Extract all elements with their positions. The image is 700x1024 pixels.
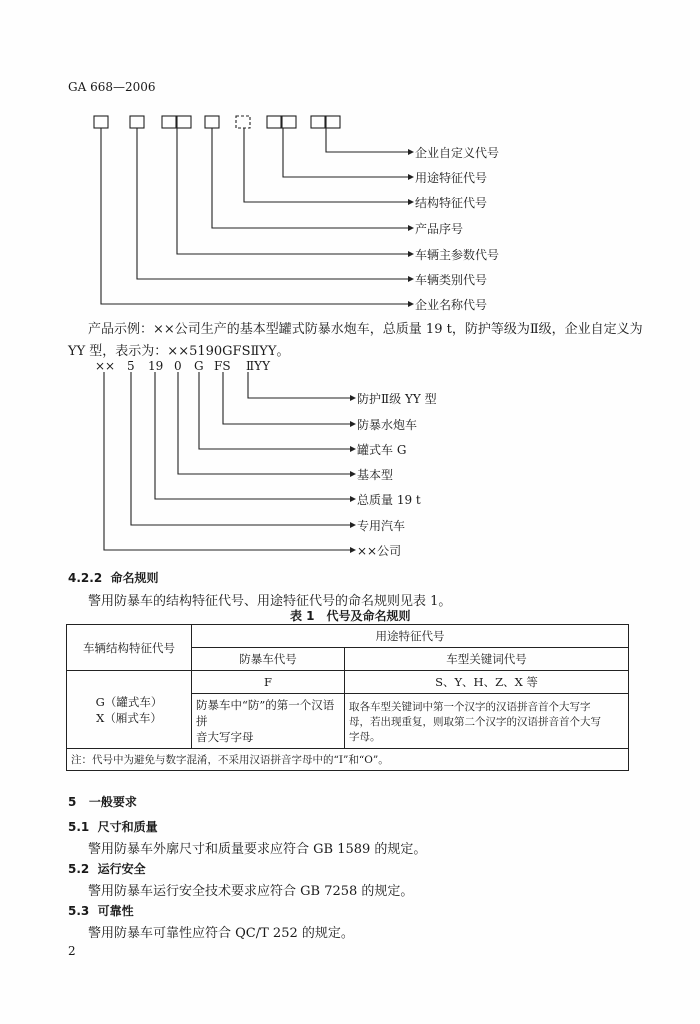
section-number: 5.3 (68, 904, 90, 918)
label-water-cannon: 防暴水炮车 (357, 418, 418, 432)
cell-structure-codes (67, 671, 192, 749)
section-5-1-body: 警用防暴车外廓尺寸和质量要求应符合 GB 1589 的规定。 (88, 842, 427, 857)
example-line-1: 产品示例：××公司生产的基本型罐式防暴水炮车，总质量 19 t，防护等级为Ⅱ级，企业自定义为 (88, 322, 643, 337)
kw-desc-2: 母，若出现重复，则取第二个汉字的汉语拼音首个大写 (349, 715, 601, 728)
header-structure-code: 车辆结构特征代号 (67, 625, 192, 671)
section-title: 命名规则 (110, 571, 159, 585)
code-naming-table (66, 624, 629, 771)
code-g: G (194, 359, 204, 373)
section-title: 可靠性 (97, 904, 134, 918)
cell-kw-desc (345, 694, 629, 749)
label-basic-type: 基本型 (357, 468, 394, 482)
cell-fb-desc (192, 694, 345, 749)
section-4-2-2-heading (68, 569, 159, 586)
kw-desc-1: 取各车型关键词中第一个汉字的汉语拼音首个大写字 (349, 700, 591, 713)
label-total-mass: 总质量 19 t (357, 493, 421, 507)
table-caption: 表 1 代号及命名规则 (290, 609, 411, 623)
section-number: 5 (68, 795, 77, 809)
table-note: 注：代号中为避免与数字混淆，不采用汉语拼音字母中的“I”和“O”。 (67, 749, 629, 771)
section-5-2-body: 警用防暴车运行安全技术要求应符合 GB 7258 的规定。 (88, 884, 414, 899)
section-number: 4.2.2 (68, 571, 103, 585)
code-fs: FS (214, 359, 231, 373)
section-title: 一般要求 (88, 795, 137, 809)
label-special-vehicle: 专用汽车 (357, 519, 406, 533)
cell-fb-code: F (192, 671, 345, 694)
section-5-1-heading (68, 818, 158, 835)
label-use-feature: 用途特征代号 (415, 171, 488, 185)
label-product-serial: 产品序号 (415, 222, 464, 236)
fb-desc-2: 音大写字母 (196, 730, 254, 744)
label-enterprise-name: 企业名称代号 (415, 298, 488, 312)
code-iiyy: ⅡYY (246, 359, 270, 373)
label-main-parameter: 车辆主参数代号 (415, 248, 500, 262)
example-line-2: YY 型，表示为：××5190GFSⅡYY。 (68, 344, 290, 359)
code-0: 0 (174, 359, 182, 373)
section-number: 5.2 (68, 862, 90, 876)
label-vehicle-category: 车辆类别代号 (415, 273, 488, 287)
code-xx: ×× (95, 359, 116, 373)
cell-kw-code: S、Y、H、Z、X 等 (345, 671, 629, 694)
header-keyword-code: 车型关键词代号 (345, 648, 629, 671)
section-5-2-heading (68, 860, 146, 877)
section-5-3-body: 警用防暴车可靠性应符合 QC/T 252 的规定。 (88, 926, 354, 941)
label-company: ××公司 (357, 544, 402, 558)
section-title: 尺寸和质量 (97, 820, 158, 834)
label-enterprise-custom: 企业自定义代号 (415, 146, 500, 160)
header-use-code: 用途特征代号 (192, 625, 629, 648)
struct-x: X（厢式车） (96, 710, 162, 725)
fb-desc-1: 防暴车中“防”的第一个汉语拼 (196, 698, 335, 728)
label-protection-level: 防护Ⅱ级 YY 型 (357, 392, 437, 406)
section-5-3-heading (68, 902, 134, 919)
label-tank-vehicle: 罐式车 G (357, 443, 407, 457)
header-riot-vehicle-code: 防暴车代号 (192, 648, 345, 671)
struct-g: G（罐式车） (95, 694, 163, 709)
code-19: 19 (148, 359, 164, 373)
label-structure-feature: 结构特征代号 (415, 196, 488, 210)
section-4-2-2-body: 警用防暴车的结构特征代号、用途特征代号的命名规则见表 1。 (88, 594, 452, 609)
section-number: 5.1 (68, 820, 90, 834)
code-5: 5 (127, 359, 135, 373)
section-title: 运行安全 (97, 862, 146, 876)
section-5-heading (68, 793, 137, 810)
standard-number: GA 668—2006 (68, 80, 156, 94)
kw-desc-3: 字母。 (349, 730, 381, 743)
page-number: 2 (68, 944, 76, 958)
